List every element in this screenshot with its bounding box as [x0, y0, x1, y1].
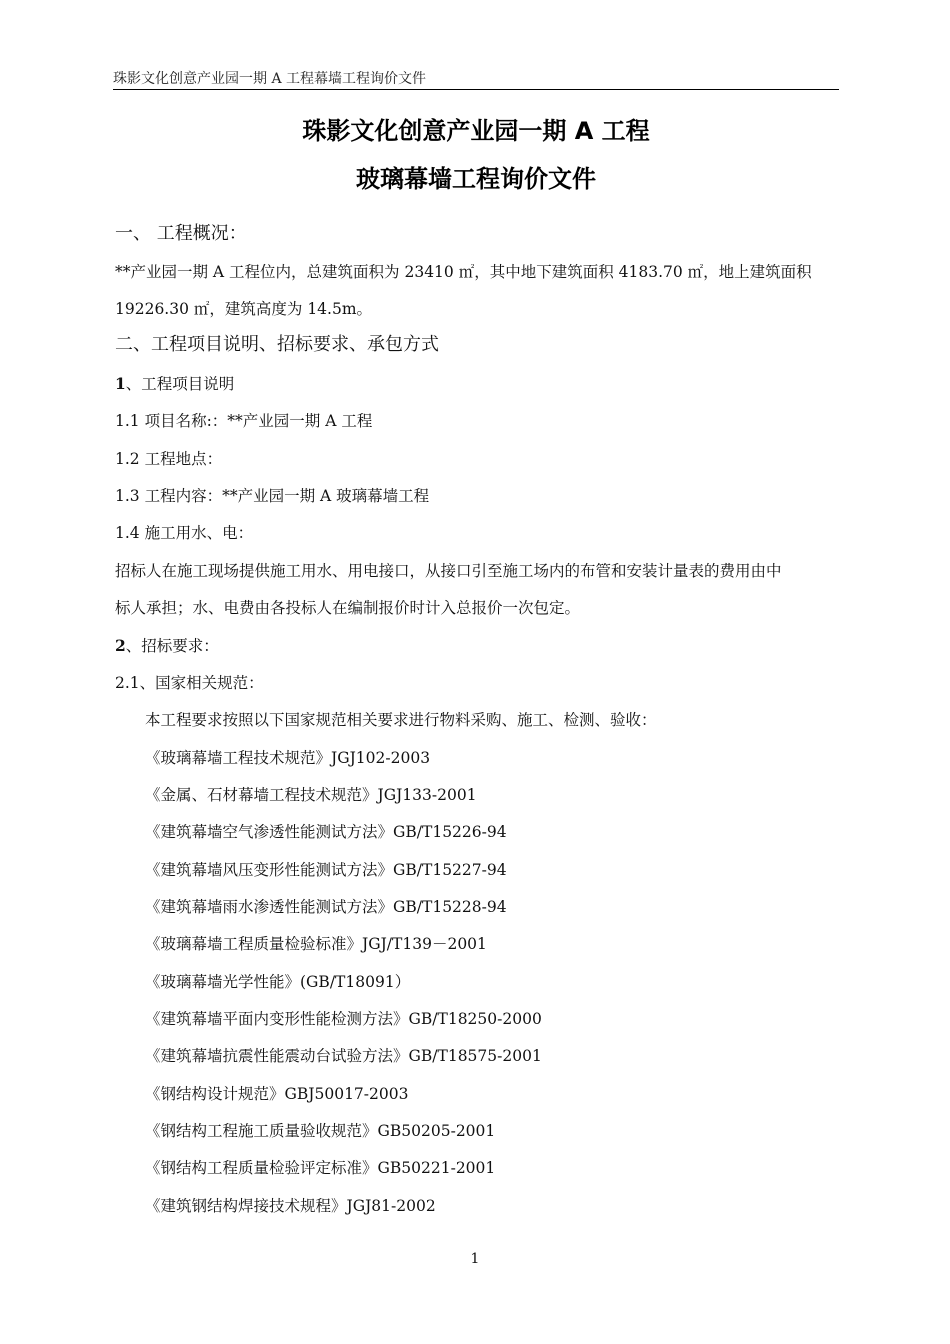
- subsection2-number: 2: [115, 636, 126, 655]
- subsection-2-1-heading: 2.1、国家相关规范：: [115, 674, 264, 692]
- standard-item: 《建筑钢结构焊接技术规程》JGJ81-2002: [145, 1197, 436, 1215]
- standard-item: 《建筑幕墙空气渗透性能测试方法》GB/T15226-94: [145, 823, 507, 841]
- section1-paragraph-line1: **产业园一期 A 工程位内，总建筑面积为 23410 ㎡，其中地下建筑面积 4183.70 ㎡，地上建筑面积: [115, 263, 812, 281]
- standard-item: 《建筑幕墙雨水渗透性能测试方法》GB/T15228-94: [145, 898, 507, 916]
- subsection1-title: 、工程项目说明: [125, 375, 235, 393]
- standard-item: 《钢结构工程施工质量验收规范》GB50205-2001: [145, 1122, 496, 1140]
- section2-heading: 二、工程项目说明、招标要求、承包方式: [115, 334, 439, 355]
- standard-item: 《建筑幕墙平面内变形性能检测方法》GB/T18250-2000: [145, 1010, 542, 1028]
- standard-item: 《钢结构工程质量检验评定标准》GB50221-2001: [145, 1159, 496, 1177]
- subsection1-heading: [115, 374, 841, 394]
- standard-item: 《玻璃幕墙工程质量检验标准》JGJ/T139－2001: [145, 935, 487, 953]
- standard-item: 《玻璃幕墙工程技术规范》JGJ102-2003: [145, 749, 431, 767]
- subsection1-number: 1: [115, 374, 126, 393]
- running-header: 珠影文化创意产业园一期 A 工程幕墙工程询价文件: [113, 71, 427, 87]
- document-title-line1: 珠影文化创意产业园一期 A 工程: [302, 117, 650, 145]
- item-1-1: 1.1 项目名称:：**产业园一期 A 工程: [115, 412, 373, 430]
- standard-item: 《金属、石材幕墙工程技术规范》JGJ133-2001: [145, 786, 477, 804]
- standard-item: 《建筑幕墙风压变形性能测试方法》GB/T15227-94: [145, 861, 507, 879]
- item-1-2: 1.2 工程地点：: [115, 450, 223, 468]
- item-1-3: 1.3 工程内容：**产业园一期 A 玻璃幕墙工程: [115, 487, 430, 505]
- standard-item: 《建筑幕墙抗震性能震动台试验方法》GB/T18575-2001: [145, 1047, 542, 1065]
- section1-paragraph-line2: 19226.30 ㎡，建筑高度为 14.5m。: [115, 300, 373, 318]
- subsection2-title: 、招标要求：: [125, 637, 219, 655]
- utilities-paragraph-line1: 招标人在施工现场提供施工用水、用电接口，从接口引至施工场内的布管和安装计量表的费用由中: [115, 562, 782, 580]
- section1-heading: 一、 工程概况：: [115, 223, 247, 244]
- page-number: 1: [470, 1251, 480, 1267]
- standard-item: 《钢结构设计规范》GBJ50017-2003: [145, 1085, 409, 1103]
- subsection2-heading: [115, 636, 841, 656]
- header-rule: [113, 89, 839, 90]
- item-1-4: 1.4 施工用水、电：: [115, 524, 254, 542]
- standard-item: 《玻璃幕墙光学性能》(GB/T18091）: [145, 973, 411, 991]
- utilities-paragraph-line2: 标人承担；水、电费由各投标人在编制报价时计入总报价一次包定。: [115, 599, 581, 617]
- standards-intro: 本工程要求按照以下国家规范相关要求进行物料采购、施工、检测、验收：: [145, 711, 657, 729]
- document-title-line2: 玻璃幕墙工程询价文件: [356, 165, 596, 193]
